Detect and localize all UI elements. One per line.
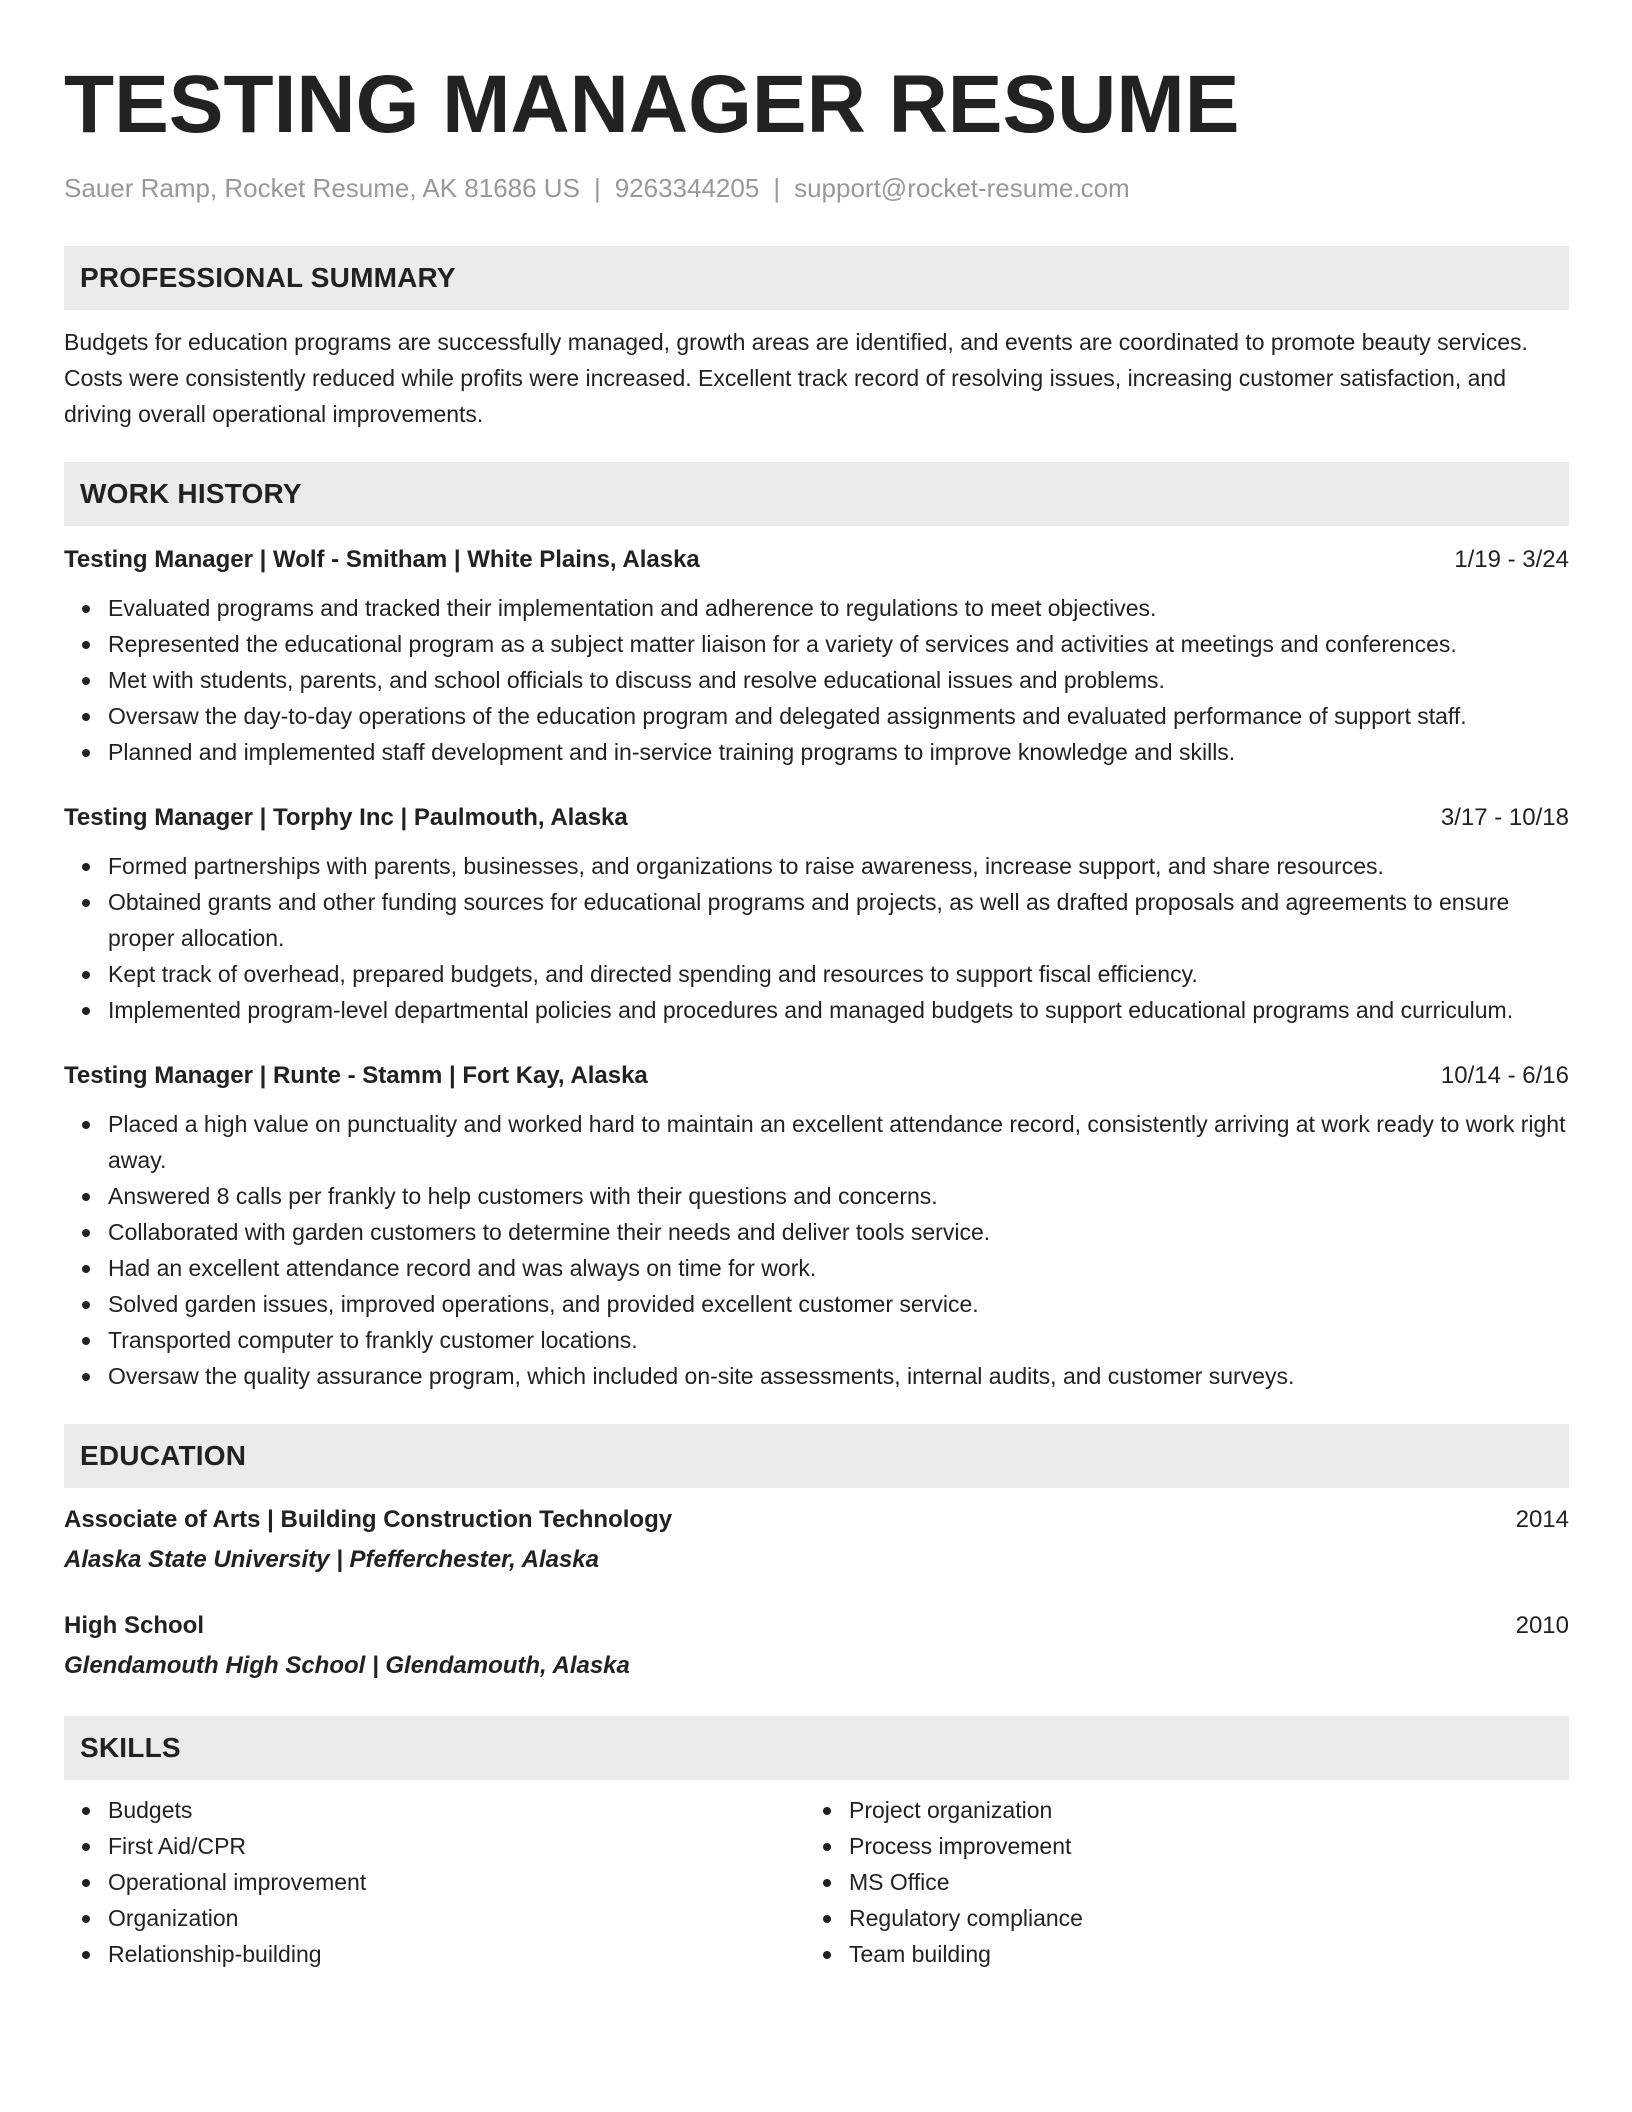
job-header	[64, 800, 1569, 836]
job-bullet: Represented the educational program as a subject matter liaison for a variety of services and activities at meetings and conferences.	[108, 626, 1569, 662]
job-bullet: Formed partnerships with parents, businesses, and organizations to raise awareness, increase support, and share resources.	[108, 848, 1569, 884]
education-entry	[64, 1608, 1569, 1684]
contact-address: Sauer Ramp, Rocket Resume, AK 81686 US	[64, 173, 580, 203]
job-bullet: Evaluated programs and tracked their implementation and adherence to regulations to meet objectives.	[108, 590, 1569, 626]
skill-item: Team building	[849, 1936, 1569, 1972]
job-title: Testing Manager | Torphy Inc | Paulmouth, Alaska	[64, 804, 628, 831]
skill-item: Project organization	[849, 1792, 1569, 1828]
contact-separator: |	[593, 173, 601, 203]
contact-separator: |	[773, 173, 781, 203]
education-header	[64, 1608, 1569, 1644]
section-heading-work-history: WORK HISTORY	[64, 462, 1569, 526]
job-bullet: Planned and implemented staff development and in-service training programs to improve knowledge and skills.	[108, 734, 1569, 770]
job-bullet: Obtained grants and other funding sources for educational programs and projects, as well as drafted proposals and agreements to ensure proper allocation.	[108, 884, 1569, 956]
job-bullet: Had an excellent attendance record and was always on time for work.	[108, 1250, 1569, 1286]
job-entry	[64, 542, 1569, 770]
job-entry	[64, 800, 1569, 1028]
job-header	[64, 542, 1569, 578]
education-year: 2014	[1515, 1506, 1569, 1533]
contact-email[interactable]: support@rocket-resume.com	[794, 173, 1130, 203]
section-heading-summary: PROFESSIONAL SUMMARY	[64, 246, 1569, 310]
education-school: Glendamouth High School | Glendamouth, Alaska	[64, 1652, 630, 1679]
contact-phone: 9263344205	[614, 173, 760, 203]
job-title: Testing Manager | Runte - Stamm | Fort Kay, Alaska	[64, 1062, 648, 1089]
skills-list	[64, 1792, 805, 1972]
job-dates: 3/17 - 10/18	[1440, 804, 1569, 831]
job-bullet: Solved garden issues, improved operations, and provided excellent customer service.	[108, 1286, 1569, 1322]
skill-item: Process improvement	[849, 1828, 1569, 1864]
job-bullet: Answered 8 calls per frankly to help customers with their questions and concerns.	[108, 1178, 1569, 1214]
education-degree: High School	[64, 1612, 204, 1639]
skill-item: Budgets	[108, 1792, 805, 1828]
education-school: Alaska State University | Pfefferchester, Alaska	[64, 1546, 599, 1573]
job-bullets	[64, 1106, 1569, 1394]
skills-columns	[64, 1792, 1569, 1972]
skill-item: MS Office	[849, 1864, 1569, 1900]
job-title: Testing Manager | Wolf - Smitham | White Plains, Alaska	[64, 546, 700, 573]
section-heading-education: EDUCATION	[64, 1424, 1569, 1488]
job-bullet: Collaborated with garden customers to determine their needs and deliver tools service.	[108, 1214, 1569, 1250]
education-year: 2010	[1515, 1612, 1569, 1639]
resume-title: TESTING MANAGER RESUME	[64, 59, 1240, 150]
skill-item: Relationship-building	[108, 1936, 805, 1972]
skills-column-right	[805, 1792, 1569, 1972]
contact-line	[64, 171, 1569, 205]
job-dates: 10/14 - 6/16	[1440, 1062, 1569, 1089]
job-bullet: Implemented program-level departmental policies and procedures and managed budgets to support educational programs and curriculum.	[108, 992, 1569, 1028]
skill-item: First Aid/CPR	[108, 1828, 805, 1864]
skill-item: Operational improvement	[108, 1864, 805, 1900]
job-header	[64, 1058, 1569, 1094]
education-degree: Associate of Arts | Building Construction Technology	[64, 1506, 673, 1533]
job-bullet: Transported computer to frankly customer locations.	[108, 1322, 1569, 1358]
summary-text: Budgets for education programs are successfully managed, growth areas are identified, and events are coordinated to promote beauty services. Costs were consistently reduced while profits were increased. Excellent track record of resolving issues, increasing customer satisfaction, and driving overall operational improvements.	[64, 329, 1528, 427]
job-bullets	[64, 848, 1569, 1028]
education-header	[64, 1502, 1569, 1538]
skills-column-left	[64, 1792, 805, 1972]
job-bullet: Met with students, parents, and school officials to discuss and resolve educational issues and problems.	[108, 662, 1569, 698]
skill-item: Organization	[108, 1900, 805, 1936]
skill-item: Regulatory compliance	[849, 1900, 1569, 1936]
job-entry	[64, 1058, 1569, 1394]
section-heading-skills: SKILLS	[64, 1716, 1569, 1780]
job-dates: 1/19 - 3/24	[1454, 546, 1569, 573]
job-bullets	[64, 590, 1569, 770]
education-entry	[64, 1502, 1569, 1578]
job-bullet: Oversaw the day-to-day operations of the education program and delegated assignments and evaluated performance of support staff.	[108, 698, 1569, 734]
skills-list	[805, 1792, 1569, 1972]
job-bullet: Placed a high value on punctuality and worked hard to maintain an excellent attendance record, consistently arriving at work ready to work right away.	[108, 1106, 1569, 1178]
job-bullet: Oversaw the quality assurance program, which included on-site assessments, internal audits, and customer surveys.	[108, 1358, 1569, 1394]
job-bullet: Kept track of overhead, prepared budgets, and directed spending and resources to support fiscal efficiency.	[108, 956, 1569, 992]
